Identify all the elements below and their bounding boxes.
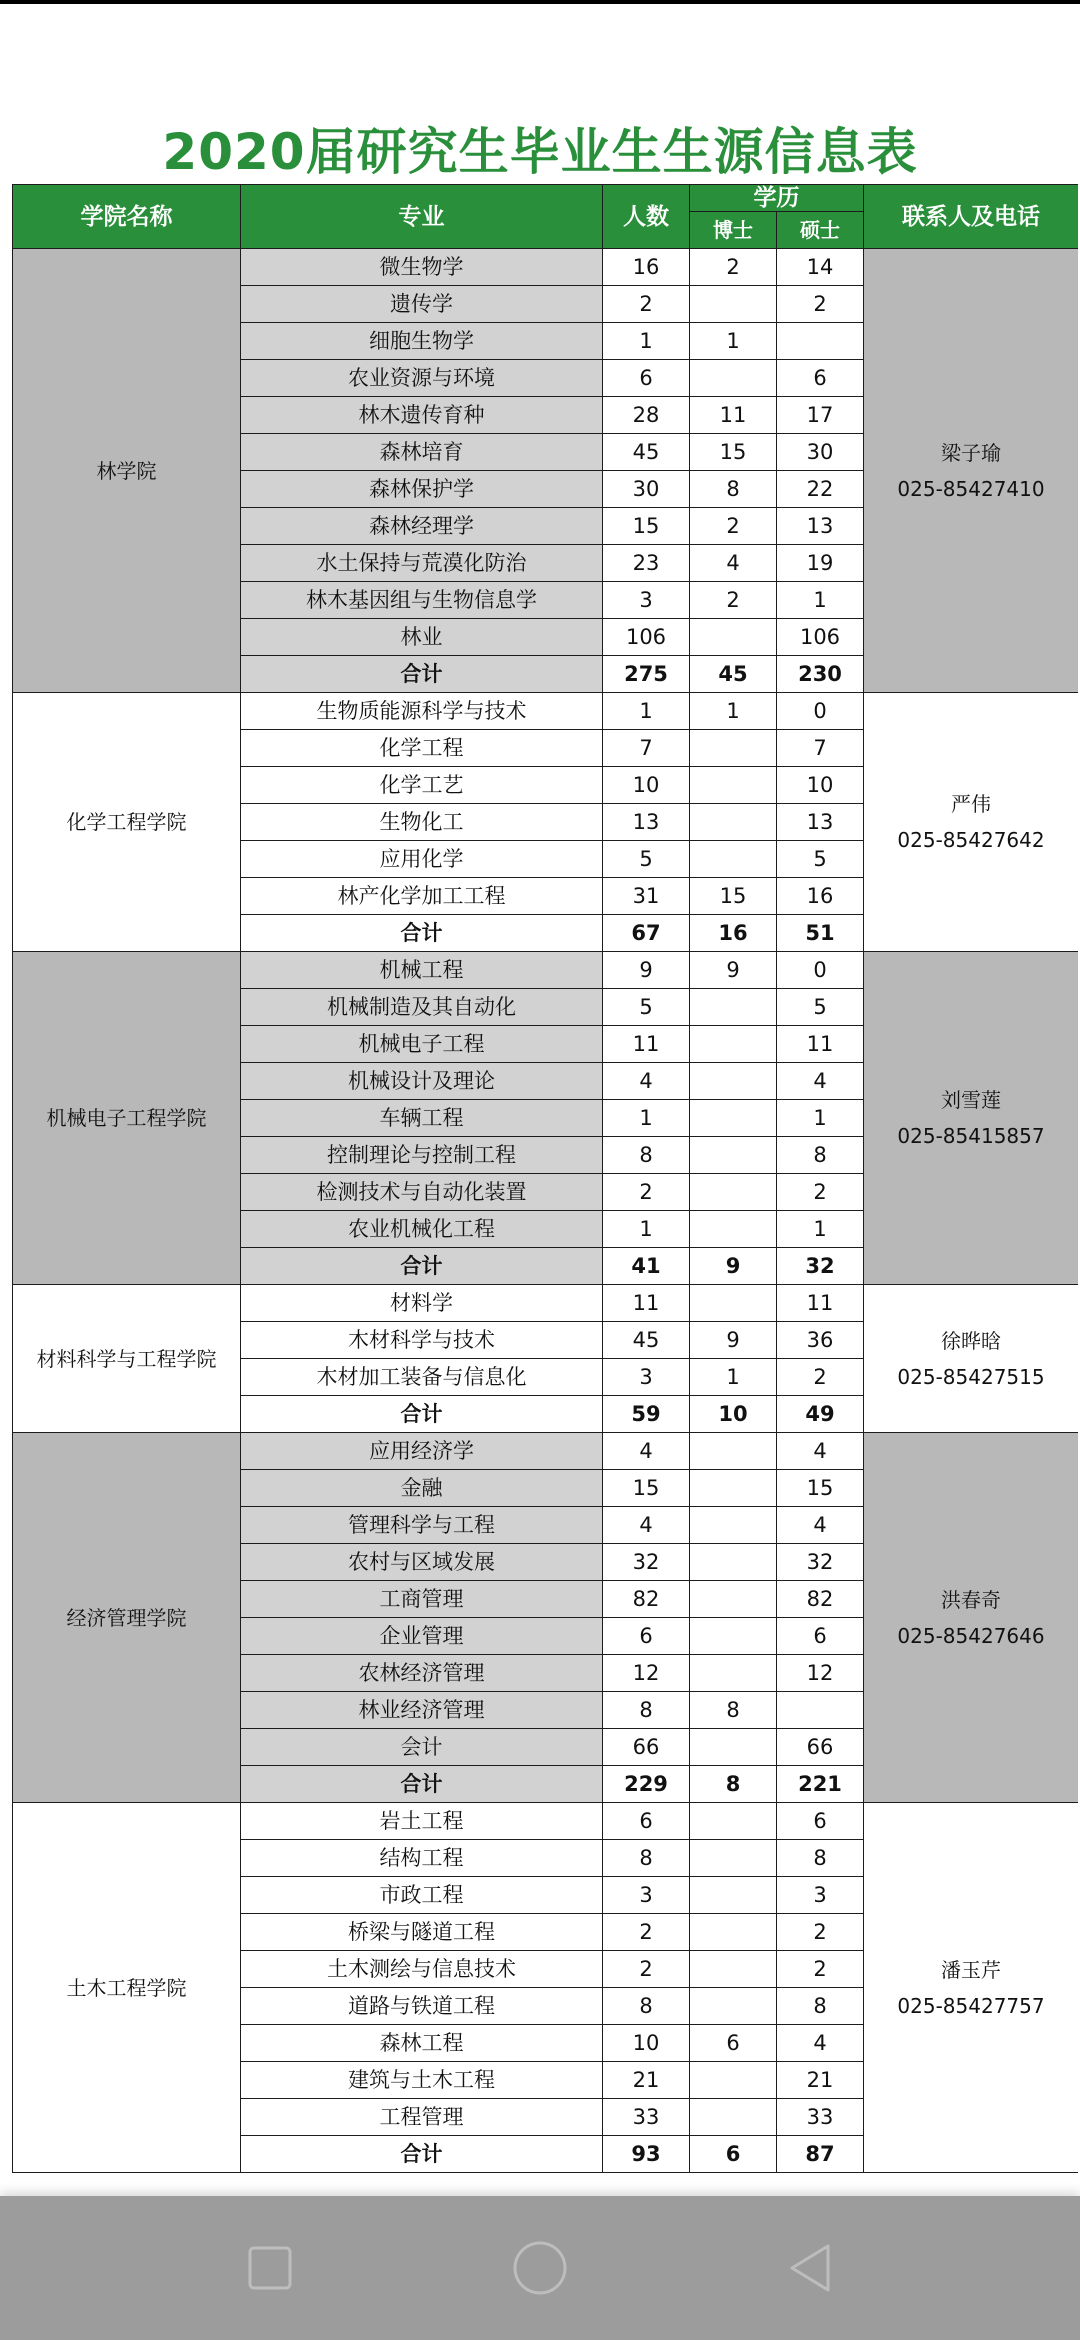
circle-icon (510, 2238, 570, 2298)
phd-cell (690, 1211, 777, 1248)
phd-cell (690, 1655, 777, 1692)
total-label-cell: 合计 (241, 1396, 603, 1433)
major-cell: 遗传学 (241, 286, 603, 323)
contact-phone: 025-85427646 (897, 1623, 1045, 1648)
phd-cell (690, 1507, 777, 1544)
phd-cell: 1 (690, 323, 777, 360)
master-cell: 2 (777, 1174, 864, 1211)
count-cell: 2 (603, 1174, 690, 1211)
phd-cell (690, 1026, 777, 1063)
major-cell: 机械设计及理论 (241, 1063, 603, 1100)
major-cell: 生物化工 (241, 804, 603, 841)
master-cell: 87 (777, 2136, 864, 2173)
contact-name: 徐晔晗 (941, 1328, 1001, 1353)
phd-cell (690, 286, 777, 323)
master-cell: 22 (777, 471, 864, 508)
master-cell: 4 (777, 1433, 864, 1470)
master-cell: 12 (777, 1655, 864, 1692)
phd-cell (690, 619, 777, 656)
phd-cell (690, 1581, 777, 1618)
count-cell: 23 (603, 545, 690, 582)
major-cell: 林木基因组与生物信息学 (241, 582, 603, 619)
major-cell: 森林工程 (241, 2025, 603, 2062)
master-cell: 221 (777, 1766, 864, 1803)
master-cell: 49 (777, 1396, 864, 1433)
major-cell: 管理科学与工程 (241, 1507, 603, 1544)
navigation-bar (0, 2196, 1080, 2340)
major-cell: 应用经济学 (241, 1433, 603, 1470)
major-cell: 木材科学与技术 (241, 1322, 603, 1359)
contact-name: 刘雪莲 (941, 1088, 1001, 1112)
phd-cell (690, 1174, 777, 1211)
major-cell: 林木遗传育种 (241, 397, 603, 434)
college-name-cell: 经济管理学院 (13, 1433, 241, 1803)
contact-cell (864, 952, 1079, 1285)
master-cell: 32 (777, 1544, 864, 1581)
major-cell: 农村与区域发展 (241, 1544, 603, 1581)
header-college: 学院名称 (13, 185, 241, 249)
table-row (13, 1285, 1079, 1322)
major-cell: 结构工程 (241, 1840, 603, 1877)
total-label-cell: 合计 (241, 2136, 603, 2173)
phd-cell: 8 (690, 1692, 777, 1729)
major-cell: 化学工艺 (241, 767, 603, 804)
phd-cell: 2 (690, 249, 777, 286)
phd-cell (690, 1729, 777, 1766)
count-cell: 66 (603, 1729, 690, 1766)
phd-cell: 15 (690, 878, 777, 915)
college-name-cell: 材料科学与工程学院 (13, 1285, 241, 1433)
contact-name: 梁子瑜 (941, 440, 1001, 465)
master-cell: 51 (777, 915, 864, 952)
contact-cell (864, 1433, 1079, 1803)
count-cell: 1 (603, 1100, 690, 1137)
master-cell: 33 (777, 2099, 864, 2136)
major-cell: 工商管理 (241, 1581, 603, 1618)
master-cell (777, 323, 864, 360)
phd-cell: 9 (690, 1322, 777, 1359)
count-cell: 15 (603, 1470, 690, 1507)
contact-cell (864, 1803, 1079, 2173)
major-cell: 金融 (241, 1470, 603, 1507)
phd-cell (690, 2062, 777, 2099)
phd-cell (690, 1803, 777, 1840)
phd-cell: 6 (690, 2025, 777, 2062)
count-cell: 21 (603, 2062, 690, 2099)
phd-cell (690, 841, 777, 878)
master-cell: 13 (777, 804, 864, 841)
phd-cell (690, 1618, 777, 1655)
home-button[interactable] (510, 2238, 570, 2298)
phd-cell: 8 (690, 1766, 777, 1803)
table-container[interactable] (12, 184, 1078, 2214)
master-cell: 0 (777, 952, 864, 989)
major-cell: 市政工程 (241, 1877, 603, 1914)
count-cell: 275 (603, 656, 690, 693)
count-cell: 6 (603, 1618, 690, 1655)
major-cell: 车辆工程 (241, 1100, 603, 1137)
phd-cell: 1 (690, 693, 777, 730)
major-cell: 工程管理 (241, 2099, 603, 2136)
college-name-cell: 林学院 (13, 249, 241, 693)
count-cell: 11 (603, 1285, 690, 1322)
total-label-cell: 合计 (241, 1766, 603, 1803)
total-label-cell: 合计 (241, 656, 603, 693)
count-cell: 9 (603, 952, 690, 989)
master-cell: 21 (777, 2062, 864, 2099)
college-name-cell: 土木工程学院 (13, 1803, 241, 2173)
master-cell: 4 (777, 1507, 864, 1544)
count-cell: 4 (603, 1507, 690, 1544)
page-title: 2020届研究生毕业生生源信息表 (162, 123, 918, 181)
phd-cell: 6 (690, 2136, 777, 2173)
count-cell: 15 (603, 508, 690, 545)
phd-cell (690, 767, 777, 804)
total-label-cell: 合计 (241, 915, 603, 952)
major-cell: 森林培育 (241, 434, 603, 471)
contact-cell (864, 693, 1079, 952)
count-cell: 33 (603, 2099, 690, 2136)
table-row (13, 249, 1079, 286)
count-cell: 3 (603, 582, 690, 619)
master-cell: 13 (777, 508, 864, 545)
master-cell: 6 (777, 360, 864, 397)
phd-cell (690, 804, 777, 841)
master-cell: 6 (777, 1618, 864, 1655)
major-cell: 机械制造及其自动化 (241, 989, 603, 1026)
phd-cell (690, 360, 777, 397)
master-cell: 36 (777, 1322, 864, 1359)
phd-cell: 45 (690, 656, 777, 693)
count-cell: 1 (603, 1211, 690, 1248)
master-cell: 2 (777, 1359, 864, 1396)
phd-cell (690, 1914, 777, 1951)
phd-cell (690, 1137, 777, 1174)
phd-cell: 8 (690, 471, 777, 508)
phd-cell: 1 (690, 1359, 777, 1396)
table-row (13, 952, 1079, 989)
count-cell: 10 (603, 767, 690, 804)
major-cell: 林业 (241, 619, 603, 656)
phd-cell: 11 (690, 397, 777, 434)
count-cell: 28 (603, 397, 690, 434)
major-cell: 土木测绘与信息技术 (241, 1951, 603, 1988)
header-major: 专业 (241, 185, 603, 249)
master-cell: 7 (777, 730, 864, 767)
header-contact: 联系人及电话 (864, 185, 1079, 249)
master-cell: 82 (777, 1581, 864, 1618)
status-bar (0, 0, 1080, 4)
phd-cell (690, 1877, 777, 1914)
count-cell: 5 (603, 989, 690, 1026)
count-cell: 1 (603, 323, 690, 360)
master-cell: 106 (777, 619, 864, 656)
count-cell: 11 (603, 1026, 690, 1063)
major-cell: 会计 (241, 1729, 603, 1766)
phd-cell: 2 (690, 582, 777, 619)
phd-cell (690, 1063, 777, 1100)
count-cell: 82 (603, 1581, 690, 1618)
header-phd: 博士 (690, 212, 777, 249)
count-cell: 7 (603, 730, 690, 767)
total-label-cell: 合计 (241, 1248, 603, 1285)
major-cell: 材料学 (241, 1285, 603, 1322)
count-cell: 4 (603, 1063, 690, 1100)
master-cell: 10 (777, 767, 864, 804)
phd-cell (690, 1840, 777, 1877)
major-cell: 森林经理学 (241, 508, 603, 545)
count-cell: 8 (603, 1988, 690, 2025)
major-cell: 化学工程 (241, 730, 603, 767)
phd-cell (690, 1100, 777, 1137)
master-cell: 0 (777, 693, 864, 730)
table-row (13, 1433, 1079, 1470)
table-row (13, 693, 1079, 730)
master-cell: 2 (777, 1951, 864, 1988)
count-cell: 2 (603, 1951, 690, 1988)
phd-cell: 15 (690, 434, 777, 471)
phd-cell: 2 (690, 508, 777, 545)
master-cell: 11 (777, 1285, 864, 1322)
count-cell: 10 (603, 2025, 690, 2062)
count-cell: 229 (603, 1766, 690, 1803)
contact-phone: 025-85427642 (897, 828, 1045, 852)
recent-apps-button[interactable] (240, 2238, 300, 2298)
count-cell: 3 (603, 1877, 690, 1914)
master-cell: 11 (777, 1026, 864, 1063)
phd-cell: 4 (690, 545, 777, 582)
master-cell: 66 (777, 1729, 864, 1766)
major-cell: 林产化学加工工程 (241, 878, 603, 915)
count-cell: 2 (603, 286, 690, 323)
count-cell: 13 (603, 804, 690, 841)
contact-phone: 025-85427515 (897, 1364, 1045, 1389)
square-icon (240, 2238, 300, 2298)
count-cell: 1 (603, 693, 690, 730)
header-master: 硕士 (777, 212, 864, 249)
major-cell: 林业经济管理 (241, 1692, 603, 1729)
major-cell: 细胞生物学 (241, 323, 603, 360)
contact-name: 潘玉芹 (941, 1957, 1001, 1982)
master-cell: 8 (777, 1137, 864, 1174)
master-cell: 1 (777, 1211, 864, 1248)
major-cell: 检测技术与自动化装置 (241, 1174, 603, 1211)
master-cell: 30 (777, 434, 864, 471)
phd-cell: 16 (690, 915, 777, 952)
major-cell: 道路与铁道工程 (241, 1988, 603, 2025)
phd-cell (690, 989, 777, 1026)
phd-cell: 10 (690, 1396, 777, 1433)
graduate-source-table (12, 184, 1078, 2173)
count-cell: 30 (603, 471, 690, 508)
count-cell: 31 (603, 878, 690, 915)
major-cell: 企业管理 (241, 1618, 603, 1655)
phd-cell (690, 2099, 777, 2136)
master-cell: 15 (777, 1470, 864, 1507)
major-cell: 桥梁与隧道工程 (241, 1914, 603, 1951)
table-row (13, 1803, 1079, 1840)
count-cell: 8 (603, 1137, 690, 1174)
count-cell: 45 (603, 434, 690, 471)
contact-name: 洪春奇 (941, 1587, 1001, 1612)
major-cell: 机械电子工程 (241, 1026, 603, 1063)
count-cell: 3 (603, 1359, 690, 1396)
master-cell: 6 (777, 1803, 864, 1840)
contact-cell (864, 249, 1079, 693)
major-cell: 木材加工装备与信息化 (241, 1359, 603, 1396)
master-cell (777, 1692, 864, 1729)
master-cell: 4 (777, 1063, 864, 1100)
count-cell: 6 (603, 1803, 690, 1840)
college-name-cell: 机械电子工程学院 (13, 952, 241, 1285)
master-cell: 5 (777, 989, 864, 1026)
back-button[interactable] (780, 2238, 840, 2298)
count-cell: 16 (603, 249, 690, 286)
contact-cell (864, 1285, 1079, 1433)
major-cell: 农业机械化工程 (241, 1211, 603, 1248)
major-cell: 森林保护学 (241, 471, 603, 508)
college-name-cell: 化学工程学院 (13, 693, 241, 952)
count-cell: 2 (603, 1914, 690, 1951)
major-cell: 水土保持与荒漠化防治 (241, 545, 603, 582)
phd-cell: 9 (690, 1248, 777, 1285)
count-cell: 6 (603, 360, 690, 397)
count-cell: 8 (603, 1692, 690, 1729)
major-cell: 农林经济管理 (241, 1655, 603, 1692)
header-degree: 学历 (690, 185, 864, 212)
phd-cell (690, 1285, 777, 1322)
master-cell: 17 (777, 397, 864, 434)
count-cell: 59 (603, 1396, 690, 1433)
master-cell: 8 (777, 1988, 864, 2025)
master-cell: 14 (777, 249, 864, 286)
contact-phone: 025-85427757 (897, 1993, 1045, 2018)
header-count: 人数 (603, 185, 690, 249)
contact-phone: 025-85427410 (897, 476, 1045, 501)
master-cell: 1 (777, 582, 864, 619)
master-cell: 5 (777, 841, 864, 878)
contact-name: 严伟 (951, 792, 991, 816)
master-cell: 4 (777, 2025, 864, 2062)
major-cell: 机械工程 (241, 952, 603, 989)
phd-cell (690, 1433, 777, 1470)
major-cell: 控制理论与控制工程 (241, 1137, 603, 1174)
master-cell: 2 (777, 1914, 864, 1951)
master-cell: 1 (777, 1100, 864, 1137)
phd-cell (690, 1470, 777, 1507)
phd-cell (690, 730, 777, 767)
phd-cell: 9 (690, 952, 777, 989)
major-cell: 应用化学 (241, 841, 603, 878)
phd-cell (690, 1544, 777, 1581)
major-cell: 生物质能源科学与技术 (241, 693, 603, 730)
triangle-back-icon (780, 2238, 840, 2298)
master-cell: 8 (777, 1840, 864, 1877)
master-cell: 32 (777, 1248, 864, 1285)
count-cell: 93 (603, 2136, 690, 2173)
master-cell: 230 (777, 656, 864, 693)
major-cell: 岩土工程 (241, 1803, 603, 1840)
count-cell: 8 (603, 1840, 690, 1877)
count-cell: 106 (603, 619, 690, 656)
major-cell: 微生物学 (241, 249, 603, 286)
phd-cell (690, 1988, 777, 2025)
count-cell: 5 (603, 841, 690, 878)
master-cell: 2 (777, 286, 864, 323)
count-cell: 41 (603, 1248, 690, 1285)
master-cell: 16 (777, 878, 864, 915)
master-cell: 19 (777, 545, 864, 582)
major-cell: 建筑与土木工程 (241, 2062, 603, 2099)
master-cell: 3 (777, 1877, 864, 1914)
count-cell: 67 (603, 915, 690, 952)
count-cell: 45 (603, 1322, 690, 1359)
contact-phone: 025-85415857 (897, 1124, 1045, 1148)
major-cell: 农业资源与环境 (241, 360, 603, 397)
table-body (13, 249, 1079, 2173)
count-cell: 4 (603, 1433, 690, 1470)
phd-cell (690, 1951, 777, 1988)
count-cell: 12 (603, 1655, 690, 1692)
count-cell: 32 (603, 1544, 690, 1581)
